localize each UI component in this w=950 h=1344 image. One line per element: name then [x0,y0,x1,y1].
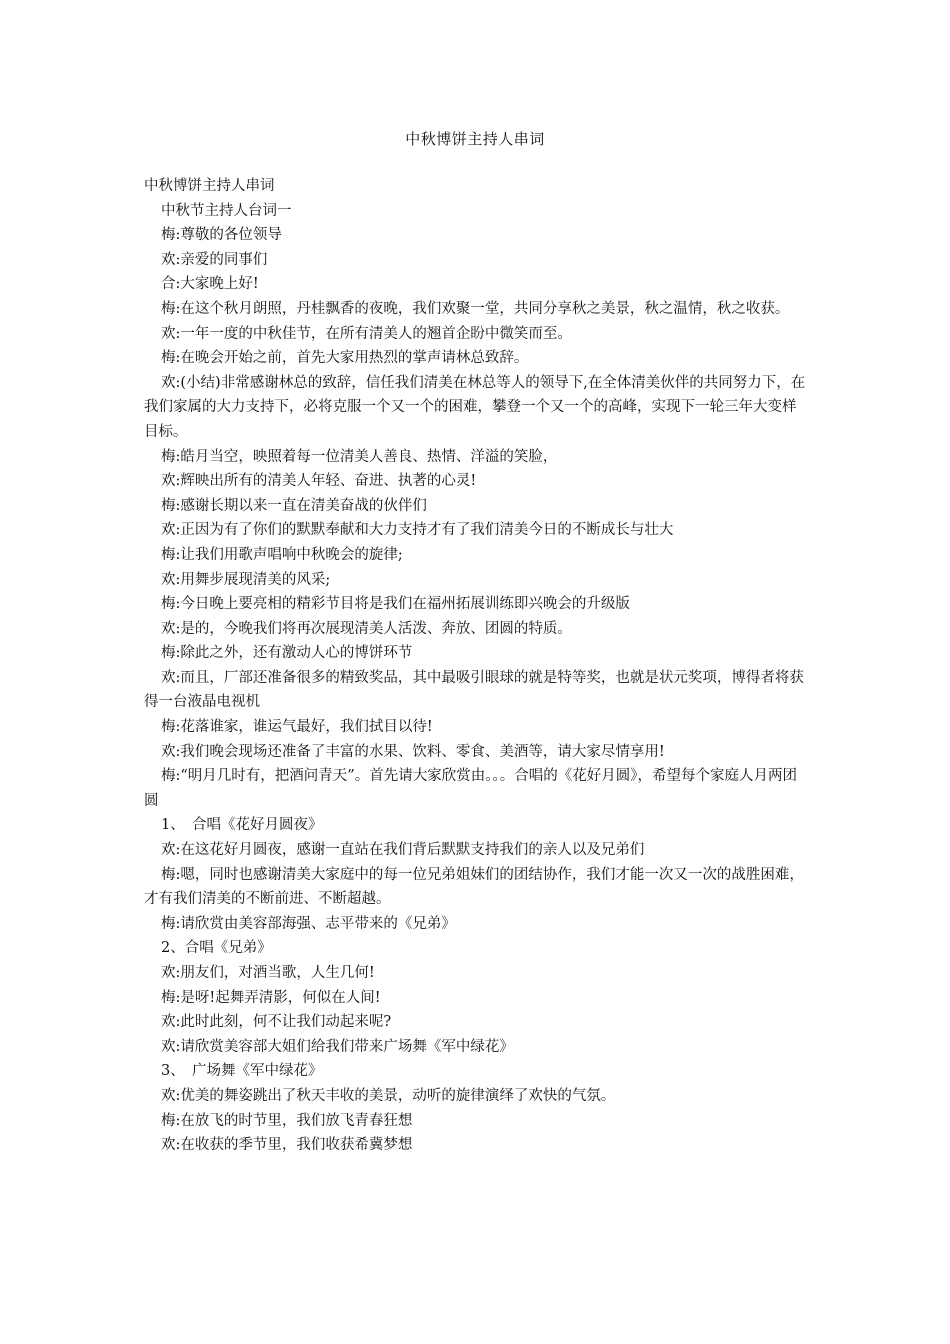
paragraph: 欢:用舞步展现清美的风采; [161,571,331,588]
document-body [144,174,808,1158]
paragraph: 梅:是呀!起舞弄清影，何似在人间! [161,989,381,1006]
paragraph: 欢:而且，厂部还准备很多的精致奖品，其中最吸引眼球的就是特等奖，也就是状元奖项，博得者将获得一台液晶电视机 [144,669,804,711]
paragraph: 欢:一年一度的中秋佳节，在所有清美人的翘首企盼中微笑而至。 [161,325,572,342]
paragraph: 梅:“明月几时有，把酒问青天”。首先请大家欣赏由。。。合唱的《花好月圆》，希望每个家庭人月两团圆 [144,768,797,809]
paragraph: 梅:皓月当空，映照着每一位清美人善良、热情、洋溢的笑脸， [161,448,558,465]
paragraph: 梅:在晚会开始之前，首先大家用热烈的掌声请林总致辞。 [161,350,529,367]
paragraph: 梅:嗯，同时也感谢清美大家庭中的每一位兄弟姐妹们的团结协作，我们才能一次又一次的战胜困难，才有我们清美的不断前进、不断超越。 [144,866,804,908]
paragraph: 梅:让我们用歌声唱响中秋晚会的旋律; [161,546,403,563]
document-subtitle: 中秋博饼主持人串词 [144,178,275,194]
paragraph: 1、 合唱《花好月圆夜》 [161,817,323,834]
paragraph: 欢:正因为有了你们的默默奉献和大力支持才有了我们清美今日的不断成长与壮大 [161,522,674,539]
paragraph: 欢:在这花好月圆夜，感谢一直站在我们背后默默支持我们的亲人以及兄弟们 [161,842,645,859]
paragraph: 欢:请欣赏美容部大姐们给我们带来广场舞《军中绿花》 [161,1038,514,1055]
paragraph: 欢:是的，今晚我们将再次展现清美人活泼、奔放、团圆的特质。 [161,620,572,637]
paragraph: 中秋节主持人台词一 [161,202,292,219]
paragraph: 欢:此时此刻，何不让我们动起来呢? [161,1014,392,1031]
paragraph: 欢:朋友们，对酒当歌，人生几何! [161,965,375,981]
paragraph: 3、 广场舞《军中绿花》 [161,1063,323,1080]
paragraph: 欢:优美的舞姿跳出了秋天丰收的美景，动听的旋律演绎了欢快的气氛。 [161,1087,616,1104]
paragraph: 梅:请欣赏由美容部海强、志平带来的《兄弟》 [161,915,456,932]
paragraph: 欢:亲爱的同事们 [161,251,268,268]
paragraph: 梅:尊敬的各位领导 [161,227,282,244]
paragraph: 2、合唱《兄弟》 [161,940,272,957]
paragraph: 梅:在放飞的时节里，我们放飞青春狂想 [161,1112,413,1129]
paragraph: 梅:感谢长期以来一直在清美奋战的伙伴们 [161,497,427,514]
paragraph: 梅:除此之外，还有激动人心的博饼环节 [161,645,413,662]
paragraph: 梅:在这个秋月朗照，丹桂飘香的夜晚，我们欢聚一堂，共同分享秋之美景，秋之温情，秋之收获。 [161,300,790,317]
paragraph: 合:大家晚上好! [161,276,259,293]
paragraph: 欢:(小结)非常感谢林总的致辞，信任我们清美在林总等人的领导下,在全体清美伙伴的共同努力下，在我们家属的大力支持下，必将克服一个又一个的困难，攀登一个又一个的高峰，实现下一轮三年大变样目标。 [144,374,806,440]
document-title: 中秋博饼主持人串词 [405,130,545,148]
paragraph: 梅:今日晚上要亮相的精彩节目将是我们在福州拓展训练即兴晚会的升级版 [161,596,630,613]
paragraph: 欢:辉映出所有的清美人年轻、奋进、执著的心灵! [161,473,477,490]
paragraph: 欢:我们晚会现场还准备了丰富的水果、饮料、零食、美酒等，请大家尽情享用! [161,743,665,760]
paragraph: 欢:在收获的季节里，我们收获希冀梦想 [161,1137,413,1154]
paragraph: 梅:花落谁家，谁运气最好，我们拭目以待! [161,719,433,736]
